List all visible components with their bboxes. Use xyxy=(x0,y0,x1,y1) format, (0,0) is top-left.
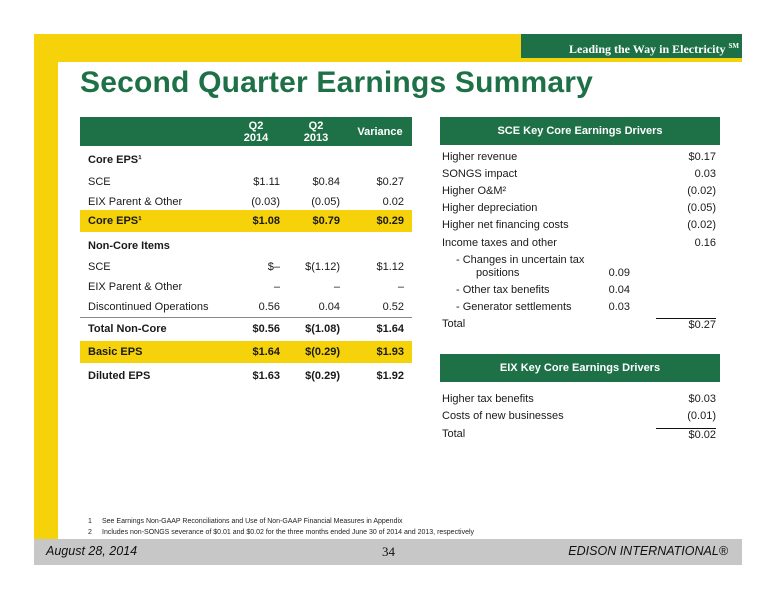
driver-row xyxy=(442,392,720,409)
driver-subvalue: 0.03 xyxy=(608,301,630,313)
driver-row xyxy=(442,167,720,184)
driver-value: 0.03 xyxy=(694,168,716,180)
row-label: SCE xyxy=(88,261,111,273)
cell-variance: $0.27 xyxy=(376,176,404,188)
cell-q2-2013: 0.04 xyxy=(318,301,340,313)
cell-q2-2014: $– xyxy=(267,261,280,273)
cell-variance: 0.02 xyxy=(382,196,404,208)
footer-company: EDISON INTERNATIONAL® xyxy=(568,544,728,558)
table-row xyxy=(80,296,412,318)
footnote-text: See Earnings Non-GAAP Reconciliations and Use of Non-GAAP Financial Measures in Appendix xyxy=(102,518,403,525)
cell-q2-2014: (0.03) xyxy=(251,196,280,208)
row-label: Core EPS¹ xyxy=(88,215,142,227)
col-q2-2013-line1: Q2 xyxy=(308,120,324,132)
driver-row xyxy=(442,218,720,235)
footnote-number: 1 xyxy=(88,518,92,525)
sce-drivers-header: SCE Key Core Earnings Drivers xyxy=(440,117,720,145)
table-row xyxy=(80,256,412,278)
table-row xyxy=(80,365,412,387)
cell-q2-2013: $(1.08) xyxy=(305,323,340,335)
cell-q2-2014: 0.56 xyxy=(258,301,280,313)
driver-sublabel: - Changes in uncertain tax xyxy=(456,254,585,266)
driver-row xyxy=(442,184,720,201)
table-row xyxy=(80,317,412,339)
driver-label: Higher revenue xyxy=(442,151,518,163)
footer-date: August 28, 2014 xyxy=(46,544,138,558)
driver-value: 0.16 xyxy=(694,237,716,249)
col-q2-2013-line2: 2013 xyxy=(303,132,329,144)
cell-q2-2014: $1.64 xyxy=(252,346,280,358)
cell-variance: 0.52 xyxy=(382,301,404,313)
cell-q2-2014: $1.11 xyxy=(253,176,280,188)
cell-q2-2013: – xyxy=(333,281,340,293)
driver-label: Total xyxy=(442,428,466,440)
cell-q2-2014: $0.56 xyxy=(252,323,280,335)
driver-value: $0.17 xyxy=(688,151,716,163)
table-row xyxy=(80,171,412,193)
table-row-highlight xyxy=(80,210,412,232)
cell-q2-2013: $0.84 xyxy=(312,176,340,188)
driver-label: Higher tax benefits xyxy=(442,393,534,405)
driver-subrow xyxy=(442,266,720,283)
driver-label: Total xyxy=(442,318,466,330)
cell-q2-2014: $1.63 xyxy=(252,370,280,382)
footnote-text: Includes non-SONGS severance of $0.01 and $0.02 for the three months ended June 30 of 2014 and 2013, respectively xyxy=(102,529,475,536)
row-label: Basic EPS xyxy=(88,346,143,358)
footnotes xyxy=(88,516,474,538)
eps-table-header xyxy=(80,117,412,146)
cell-variance: $1.12 xyxy=(376,261,404,273)
cell-variance: $1.92 xyxy=(376,370,404,382)
row-label: SCE xyxy=(88,176,111,188)
cell-q2-2014: – xyxy=(273,281,280,293)
cell-variance: – xyxy=(397,281,404,293)
driver-row xyxy=(442,150,720,167)
page-number: 34 xyxy=(382,544,395,559)
driver-row xyxy=(442,409,720,426)
footnote xyxy=(88,527,474,538)
cell-q2-2014: $1.08 xyxy=(252,215,280,227)
cell-variance: $1.93 xyxy=(376,346,404,358)
driver-row xyxy=(442,201,720,218)
col-q2-2013 xyxy=(298,120,334,144)
cell-q2-2013: $(0.29) xyxy=(305,370,340,382)
row-label: Total Non-Core xyxy=(88,323,167,335)
cell-q2-2013: (0.05) xyxy=(311,196,340,208)
tagline-text: Leading the Way in Electricity xyxy=(569,42,726,56)
footnote-number: 2 xyxy=(88,529,92,536)
driver-subrow xyxy=(442,300,720,317)
driver-subvalue: 0.04 xyxy=(608,284,630,296)
col-q2-2014 xyxy=(238,120,274,144)
driver-sublabel: positions xyxy=(476,267,520,279)
footnote xyxy=(88,516,474,527)
row-label: Discontinued Operations xyxy=(88,301,209,313)
tagline-mark: SM xyxy=(728,42,739,50)
eix-drivers-header: EIX Key Core Earnings Drivers xyxy=(440,354,720,382)
driver-subrow xyxy=(442,283,720,300)
table-row-highlight xyxy=(80,341,412,363)
row-label: Non-Core Items xyxy=(88,240,170,252)
col-q2-2014-line2: 2014 xyxy=(243,132,269,144)
cell-variance: $1.64 xyxy=(376,323,404,335)
footer-bar xyxy=(34,539,742,565)
row-label: Diluted EPS xyxy=(88,370,151,382)
driver-row xyxy=(442,236,720,253)
driver-label: Higher depreciation xyxy=(442,202,538,214)
col-variance: Variance xyxy=(357,126,403,138)
tagline-bar xyxy=(521,34,742,58)
driver-label: SONGS impact xyxy=(442,168,518,180)
driver-value: (0.05) xyxy=(687,202,716,214)
driver-label: Costs of new businesses xyxy=(442,410,564,422)
left-yellow-band xyxy=(34,34,58,548)
row-label: EIX Parent & Other xyxy=(88,281,183,293)
table-row xyxy=(80,276,412,298)
driver-value: (0.01) xyxy=(687,410,716,422)
driver-total-row xyxy=(442,317,720,334)
driver-label: Higher O&M² xyxy=(442,185,507,197)
cell-variance: $0.29 xyxy=(376,215,404,227)
driver-total-value: $0.02 xyxy=(656,428,716,441)
cell-q2-2013: $0.79 xyxy=(312,215,340,227)
col-q2-2014-line1: Q2 xyxy=(248,120,264,132)
driver-total-value: $0.27 xyxy=(656,318,716,331)
driver-sublabel: - Generator settlements xyxy=(456,301,572,313)
driver-label: Higher net financing costs xyxy=(442,219,569,231)
page-title: Second Quarter Earnings Summary xyxy=(80,66,594,99)
cell-q2-2013: $(0.29) xyxy=(305,346,340,358)
driver-value: $0.03 xyxy=(688,393,716,405)
driver-label: Income taxes and other xyxy=(442,237,557,249)
row-label: EIX Parent & Other xyxy=(88,196,183,208)
driver-sublabel: - Other tax benefits xyxy=(456,284,550,296)
driver-subvalue: 0.09 xyxy=(608,267,630,279)
table-row xyxy=(80,235,412,257)
driver-value: (0.02) xyxy=(687,219,716,231)
driver-value: (0.02) xyxy=(687,185,716,197)
driver-total-row xyxy=(442,427,720,444)
row-label: Core EPS¹ xyxy=(88,154,142,166)
table-row xyxy=(80,149,412,171)
cell-q2-2013: $(1.12) xyxy=(305,261,340,273)
